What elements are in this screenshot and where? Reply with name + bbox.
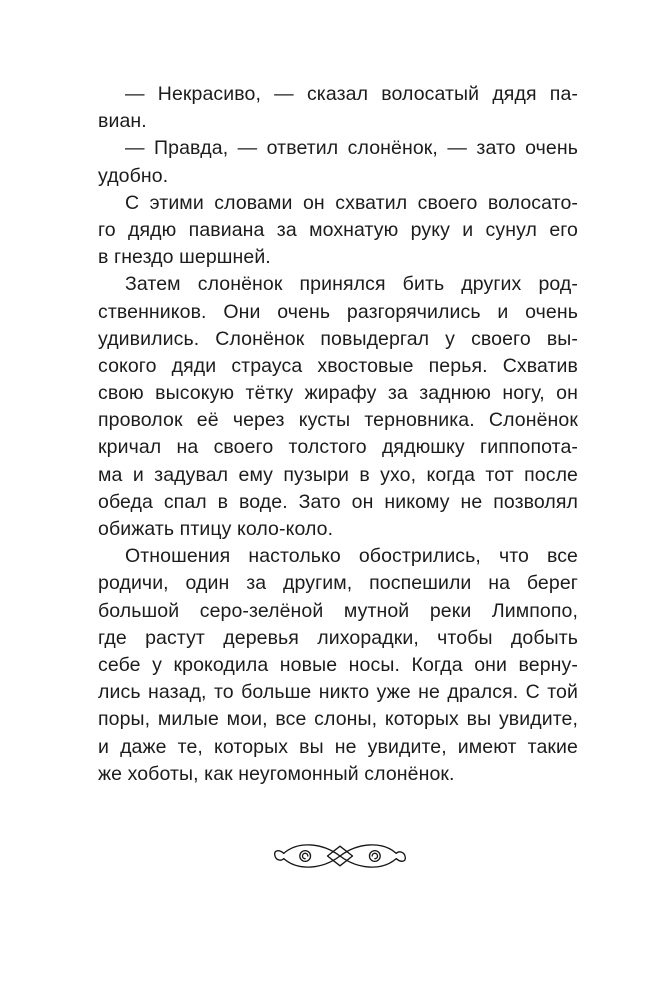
text-line: и даже те, которых вы не увидите, имеют такие	[98, 735, 578, 758]
paragraph	[98, 271, 578, 543]
text-line: сокого дяди страуса хвостовые перья. Схватив	[98, 354, 578, 377]
text-line: ма и задувал ему пузыри в ухо, когда тот после	[98, 463, 578, 486]
text-line: — Некрасиво, — сказал волосатый дядя па-	[125, 83, 578, 105]
text-line: Отношения настолько обострились, что все	[125, 545, 578, 568]
text-line: обеда спал в воде. Зато он никому не позволял	[98, 490, 578, 513]
flourish-ornament	[273, 838, 407, 874]
text-line: большой серо-зелёной мутной реки Лимпопо,	[98, 599, 578, 622]
text-line: кричал на своего толстого дядюшку гиппопота-	[98, 436, 578, 459]
text-line: себе у крокодила новые носы. Когда они верну-	[98, 653, 578, 676]
text-line: обижать птицу коло-коло.	[98, 518, 334, 540]
text-line: где растут деревья лихорадки, чтобы добыть	[98, 626, 578, 649]
text-line: С этими словами он схватил своего волосато-	[125, 191, 578, 214]
paragraph	[98, 543, 578, 788]
calligraphic-flourish-icon	[273, 838, 407, 874]
story-text-block	[98, 81, 578, 788]
text-line: го дядю павиана за мохнатую руку и сунул его	[98, 218, 578, 241]
text-line: удивились. Слонёнок повыдергал у своего вы-	[98, 327, 578, 350]
paragraph	[98, 190, 578, 272]
text-line: виан.	[98, 110, 147, 133]
text-line: проволок её через кусты терновника. Слонёнок	[98, 409, 578, 432]
text-line: удобно.	[98, 164, 169, 187]
paragraph	[98, 81, 578, 135]
text-line: в гнездо шершней.	[98, 246, 271, 269]
text-line: ственников. Они очень разгорячились и очень	[98, 300, 578, 323]
text-line: поры, милые мои, все слоны, которых вы увидите,	[98, 708, 578, 731]
text-line: же хоботы, как неугомонный слонёнок.	[98, 762, 455, 785]
text-line: — Правда, — ответил слонёнок, — зато очень	[125, 137, 578, 160]
paragraph	[98, 135, 578, 189]
text-line: Затем слонёнок принялся бить других род-	[125, 273, 578, 296]
text-line: свою высокую тётку жирафу за заднюю ногу, он	[98, 382, 578, 405]
text-line: родичи, один за другим, поспешили на берег	[98, 572, 578, 595]
text-line: лись назад, то больше никто уже не дрался. С той	[98, 681, 578, 704]
